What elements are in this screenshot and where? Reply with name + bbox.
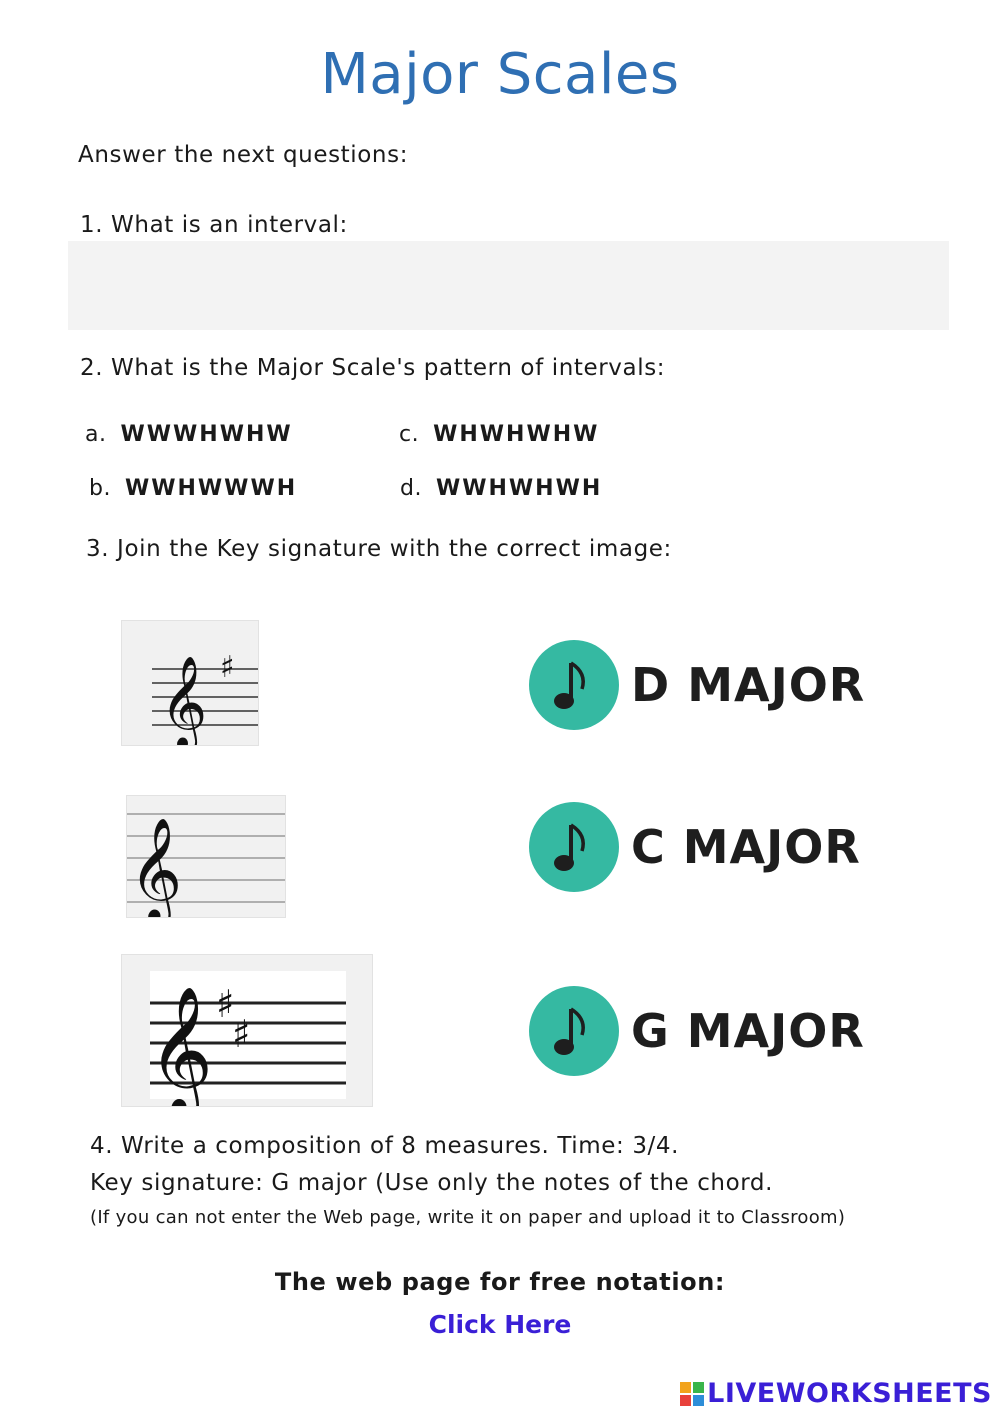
staff-image-no-sharps[interactable]	[126, 795, 286, 918]
option-b[interactable]	[89, 476, 297, 501]
option-c[interactable]	[399, 422, 599, 447]
staff-image-two-sharps[interactable]	[121, 954, 373, 1107]
svg-text:𝄞: 𝄞	[160, 655, 208, 745]
staff-image-one-sharp[interactable]	[121, 620, 259, 746]
svg-text:♯: ♯	[220, 650, 235, 685]
key-label: C MAJOR	[631, 820, 861, 874]
key-label: D MAJOR	[631, 658, 866, 712]
liveworksheets-logo	[680, 1378, 992, 1409]
option-letter: b.	[89, 476, 111, 501]
brand-name: LIVEWORKSHEETS	[707, 1378, 992, 1409]
option-letter: a.	[85, 422, 107, 447]
page-title: Major Scales	[320, 42, 680, 107]
option-value: WWWHWHW	[120, 422, 293, 447]
svg-text:♯: ♯	[216, 982, 235, 1026]
question-2: 2. What is the Major Scale's pattern of intervals:	[80, 355, 666, 381]
staff-two-sharps-icon	[122, 955, 372, 1106]
question-1: 1. What is an interval:	[80, 212, 348, 238]
option-d[interactable]	[400, 476, 602, 501]
key-label: G MAJOR	[631, 1004, 865, 1058]
click-here-link[interactable]: Click Here	[428, 1310, 572, 1339]
instructions: Answer the next questions:	[78, 142, 409, 168]
staff-one-sharp-icon	[122, 621, 258, 745]
option-value: WHWHWHW	[433, 422, 600, 447]
key-g-major[interactable]	[529, 986, 865, 1076]
option-value: WWHWWWH	[124, 476, 298, 501]
question-4-note: (If you can not enter the Web page, write it on paper and upload it to Classroom)	[90, 1207, 846, 1228]
svg-text:♯: ♯	[232, 1012, 251, 1056]
key-d-major[interactable]	[529, 640, 865, 730]
music-note-icon	[529, 986, 619, 1076]
question-3: 3. Join the Key signature with the correct image:	[86, 536, 672, 562]
staff-no-sharps-icon	[127, 796, 285, 917]
interval-answer-field[interactable]	[68, 241, 949, 330]
music-note-icon	[529, 802, 619, 892]
logo-grid-icon	[680, 1382, 704, 1406]
option-letter: c.	[399, 422, 420, 447]
option-value: WWHWHWH	[435, 476, 603, 501]
svg-text:𝄞: 𝄞	[148, 985, 214, 1106]
music-note-icon	[529, 640, 619, 730]
svg-text:𝄞: 𝄞	[129, 817, 183, 917]
option-a[interactable]	[85, 422, 293, 447]
key-c-major[interactable]	[529, 802, 861, 892]
option-letter: d.	[400, 476, 422, 501]
question-4-line-1: 4. Write a composition of 8 measures. Time: 3/4.	[90, 1133, 680, 1159]
notation-heading: The web page for free notation:	[274, 1268, 726, 1296]
question-4-line-2: Key signature: G major (Use only the notes of the chord.	[90, 1170, 774, 1196]
